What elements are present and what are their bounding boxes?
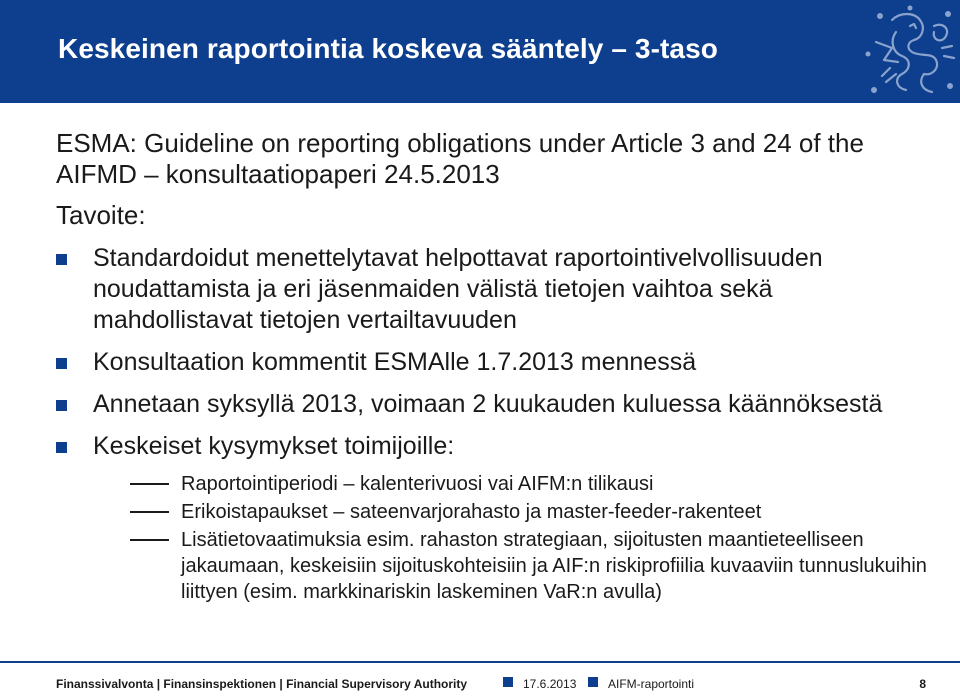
footer-topic: AIFM-raportointi xyxy=(608,677,695,691)
footer-date: 17.6.2013 xyxy=(523,677,577,691)
bullet-item xyxy=(56,389,936,420)
footer-divider xyxy=(0,661,960,663)
sub-bullet-item xyxy=(93,471,936,497)
bullet-item xyxy=(56,431,936,605)
square-separator-icon xyxy=(503,677,513,687)
square-bullet-icon xyxy=(56,442,67,453)
slide-title: Keskeinen raportointia koskeva sääntely – 3-taso xyxy=(58,33,718,64)
sub-bullet-text: Lisätietovaatimuksia esim. rahaston strategiaan, sijoitusten maantieteelliseen jakaumaan, keskeisiin sijoituskohteisiin ja AIF:n riskiprofiilia kuvaaviin tunnuslukuihin liittyen (esim. markkinariskin laskeminen VaR:n avulla) xyxy=(181,529,927,603)
bullet-item xyxy=(56,243,936,336)
footer xyxy=(56,677,926,693)
sub-bullet-text: Erikoistapaukset – sateenvarjorahasto ja master-feeder-rakenteet xyxy=(181,501,762,523)
bullet-item xyxy=(56,347,936,378)
square-bullet-icon xyxy=(56,400,67,411)
bullet-text: Annetaan syksyllä 2013, voimaan 2 kuukauden kuluessa käännöksestä xyxy=(93,390,883,418)
lead-text xyxy=(56,128,936,190)
slide-body xyxy=(56,128,936,616)
square-separator-icon xyxy=(588,677,598,687)
dash-bullet-icon xyxy=(130,483,169,485)
dash-bullet-icon xyxy=(130,511,169,513)
dash-bullet-icon xyxy=(130,539,169,541)
sub-bullet-item xyxy=(93,499,936,525)
bullet-text: Keskeiset kysymykset toimijoille: xyxy=(93,432,455,460)
lead-line-2: AIFMD – konsultaatiopaperi 24.5.2013 xyxy=(56,159,500,189)
square-bullet-icon xyxy=(56,254,67,265)
sub-bullet-list xyxy=(93,471,936,605)
sub-bullet-text: Raportointiperiodi – kalenterivuosi vai AIFM:n tilikausi xyxy=(181,473,654,495)
square-bullet-icon xyxy=(56,358,67,369)
bullet-list xyxy=(56,243,936,605)
page-number: 8 xyxy=(919,677,926,691)
goal-heading: Tavoite: xyxy=(56,200,146,230)
title-bar xyxy=(0,0,960,103)
lead-line-1: ESMA: Guideline on reporting obligations under Article 3 and 24 of the xyxy=(56,128,864,158)
sub-bullet-item xyxy=(93,527,936,605)
footer-organization: Finanssivalvonta | Finansinspektionen | Financial Supervisory Authority xyxy=(56,677,468,691)
finland-coat-of-arms-lion-icon xyxy=(862,2,958,101)
bullet-text: Konsultaation kommentit ESMAlle 1.7.2013 mennessä xyxy=(93,348,697,376)
bullet-text: Standardoidut menettelytavat helpottavat raportointivelvollisuuden noudattamista ja eri jäsenmaiden välistä tietojen vaihtoa sekä mahdollistavat tietojen vertailtavuuden xyxy=(93,244,823,334)
